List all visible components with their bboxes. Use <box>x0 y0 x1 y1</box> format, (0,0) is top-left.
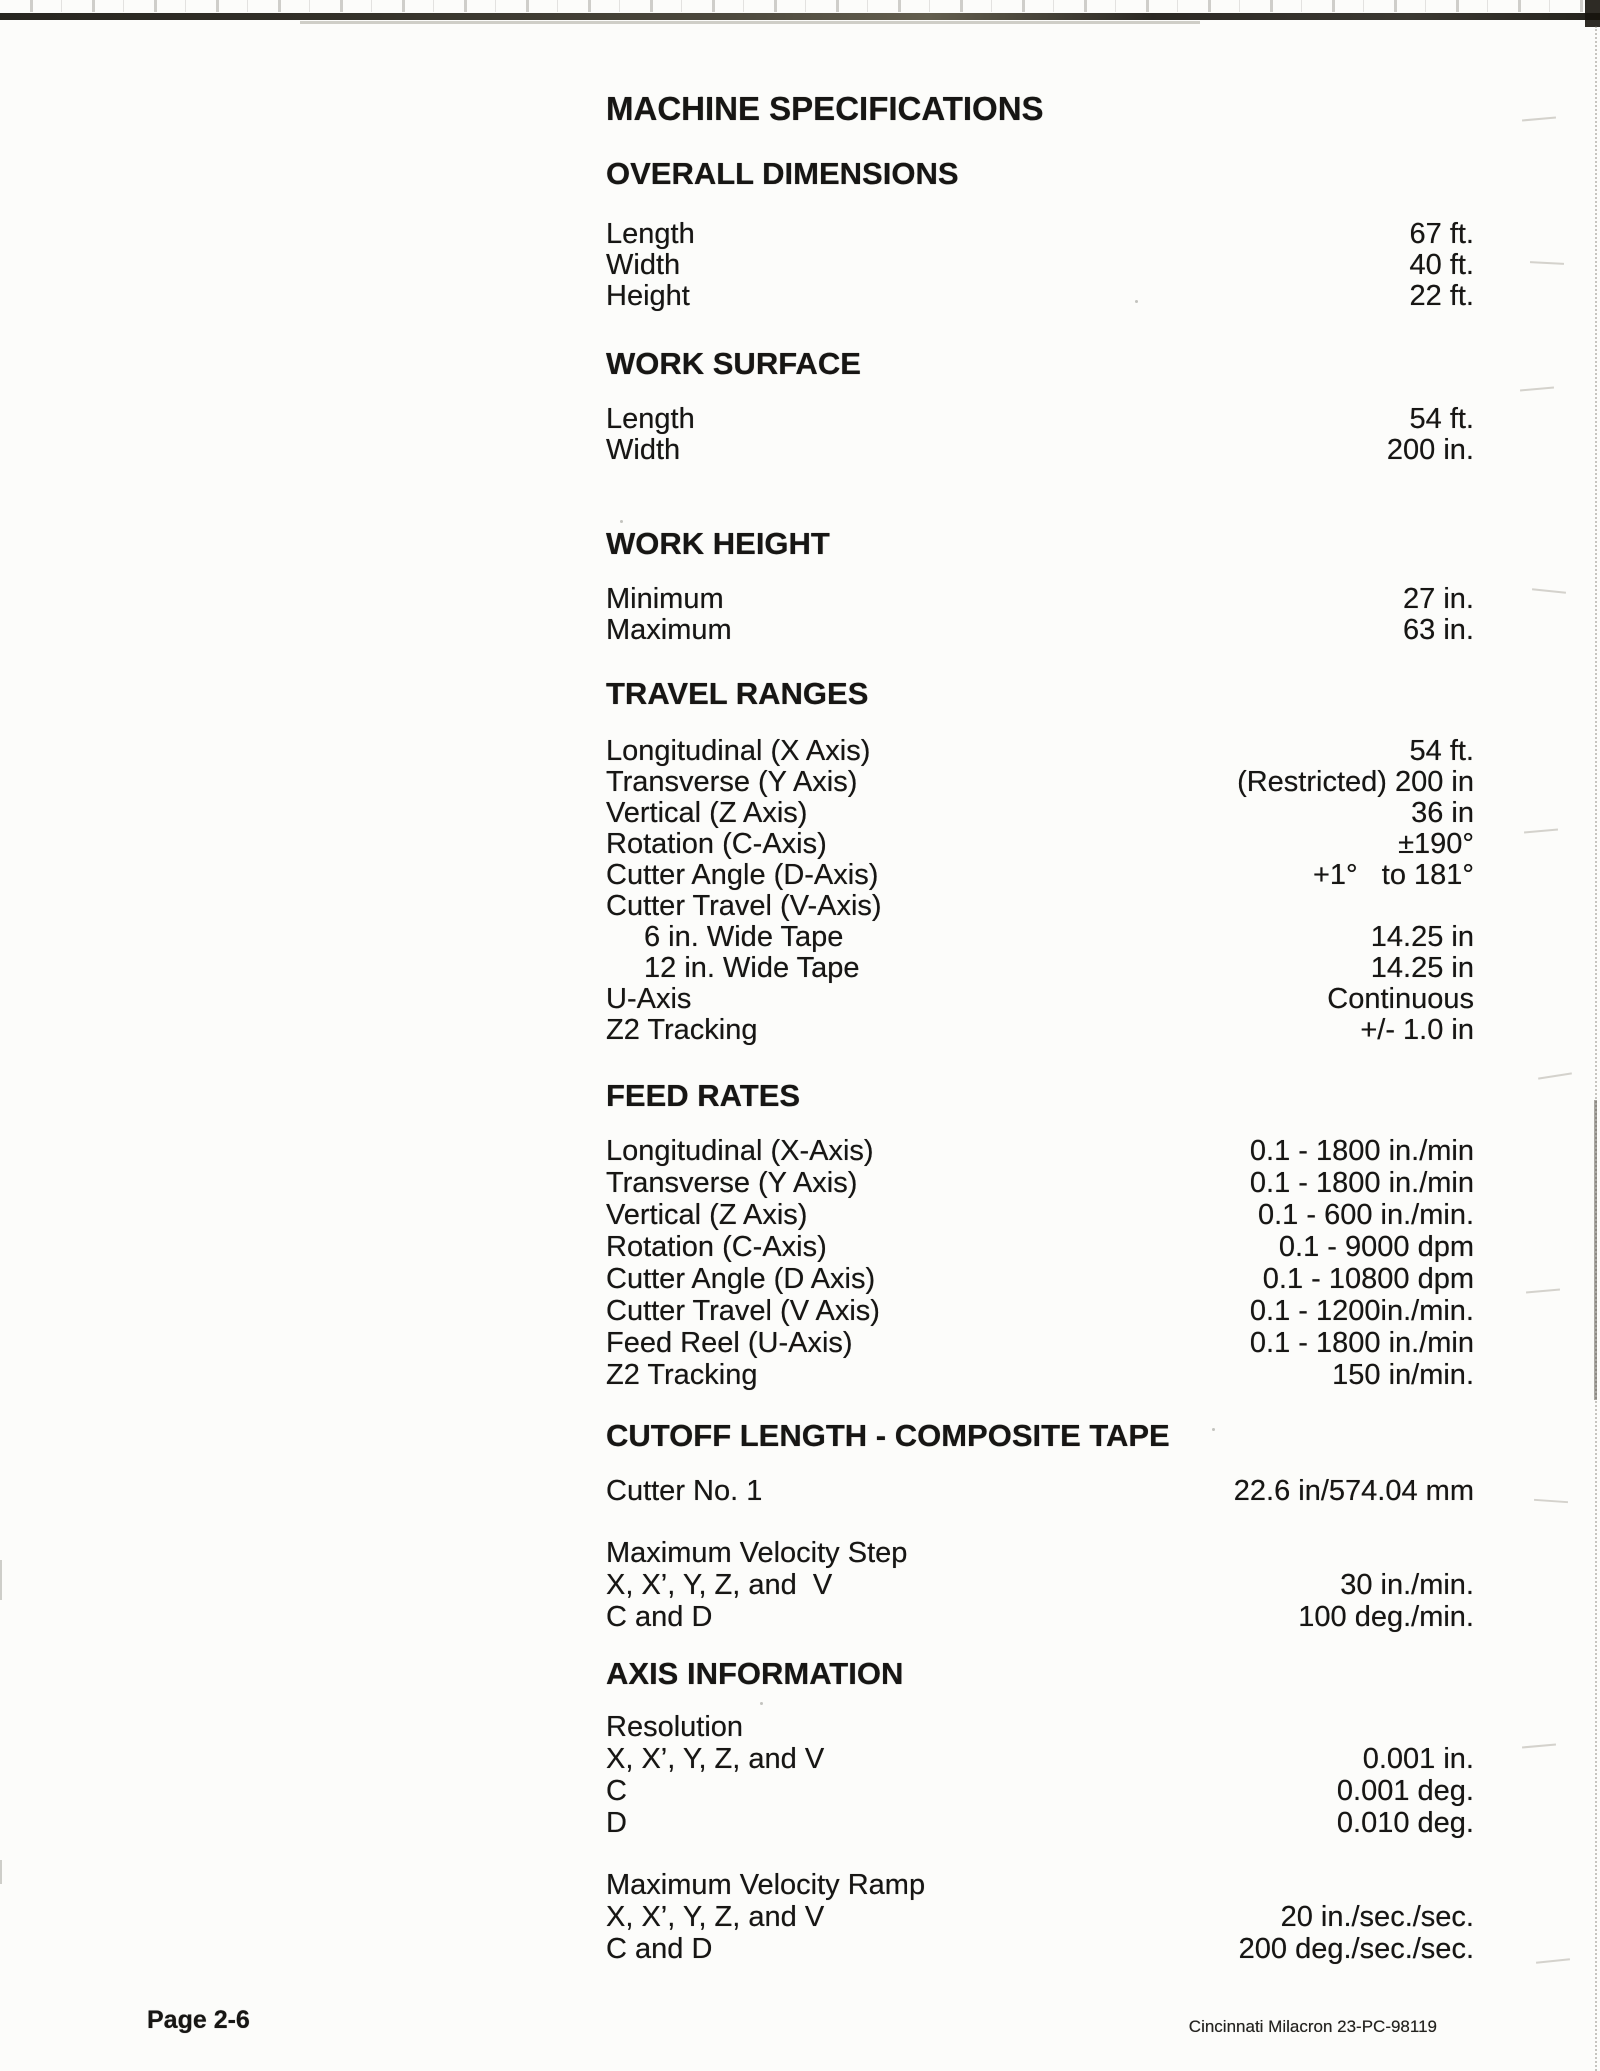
spec-value: (Restricted) 200 in <box>1237 766 1474 798</box>
spec-label: Maximum Velocity Ramp <box>606 1869 926 1901</box>
section-rows-axis-information <box>606 1712 1474 1966</box>
footer-doc-number: Cincinnati Milacron 23-PC-98119 <box>1188 2017 1437 2036</box>
section-rows-travel-ranges <box>606 736 1474 1046</box>
spec-row <box>606 922 1474 953</box>
scan-speck <box>1520 387 1554 392</box>
spec-label: C and D <box>606 1933 713 1965</box>
spec-row <box>606 953 1474 984</box>
spec-row <box>606 1934 1474 1966</box>
spec-value: 200 in. <box>1386 434 1474 466</box>
spec-row <box>606 1264 1474 1296</box>
spec-label: Rotation (C-Axis) <box>606 828 827 860</box>
dust-dot <box>760 1702 763 1705</box>
section-heading-work-height: WORK HEIGHT <box>606 526 830 561</box>
spec-value: 0.001 in. <box>1362 1743 1474 1775</box>
spec-label: U-Axis <box>606 983 692 1015</box>
spec-value: 63 in. <box>1403 614 1474 646</box>
scan-edge-right-dark <box>1594 1100 1597 1400</box>
section-rows-feed-rates <box>606 1136 1474 1392</box>
spec-label: Width <box>606 434 681 466</box>
spec-value: 0.001 deg. <box>1336 1775 1474 1807</box>
dust-dot <box>620 520 623 523</box>
section-heading-feed-rates: FEED RATES <box>606 1078 801 1113</box>
spec-row <box>606 615 1474 646</box>
spec-value: 0.1 - 10800 dpm <box>1262 1263 1474 1295</box>
spec-label: Cutter Travel (V-Axis) <box>606 890 882 922</box>
spec-row <box>606 1712 1474 1744</box>
spec-label: Length <box>606 218 695 250</box>
scan-edge-right <box>1595 26 1599 2071</box>
spec-value: 30 in./min. <box>1340 1569 1474 1601</box>
spec-row <box>606 798 1474 829</box>
spec-label: Height <box>606 280 690 312</box>
section-rows-work-height <box>606 584 1474 646</box>
spec-label: Maximum Velocity Step <box>606 1537 908 1569</box>
spec-row <box>606 860 1474 891</box>
spec-label: X, X’, Y, Z, and V <box>606 1901 825 1933</box>
spec-label: Cutter Angle (D Axis) <box>606 1263 876 1295</box>
spec-value: +/- 1.0 in <box>1360 1014 1474 1046</box>
spec-row <box>606 435 1474 466</box>
spec-label: Rotation (C-Axis) <box>606 1231 827 1263</box>
spec-row <box>606 1776 1474 1808</box>
spec-label: Longitudinal (X-Axis) <box>606 1135 874 1167</box>
section-rows-work-surface <box>606 404 1474 466</box>
spec-value: 0.1 - 1200in./min. <box>1249 1295 1474 1327</box>
spec-row <box>606 1570 1474 1602</box>
spec-label: Vertical (Z Axis) <box>606 1199 808 1231</box>
spec-label: Vertical (Z Axis) <box>606 797 808 829</box>
section-heading-travel-ranges: TRAVEL RANGES <box>606 676 869 711</box>
spec-row <box>606 1360 1474 1392</box>
scan-speck <box>1524 829 1558 834</box>
spec-value: +1° to 181° <box>1312 859 1474 891</box>
spec-value: Continuous <box>1327 983 1474 1015</box>
spec-row <box>606 404 1474 435</box>
spec-value: 0.1 - 9000 dpm <box>1278 1231 1474 1263</box>
spec-label: 6 in. Wide Tape <box>644 921 844 953</box>
spec-value: 22.6 in/574.04 mm <box>1233 1475 1474 1507</box>
spec-label: Longitudinal (X Axis) <box>606 735 871 767</box>
scan-speck <box>1522 117 1556 122</box>
spec-row <box>606 1744 1474 1776</box>
spec-value: 200 deg./sec./sec. <box>1238 1933 1474 1965</box>
spec-value: 100 deg./min. <box>1298 1601 1474 1633</box>
spec-row <box>606 1870 1474 1902</box>
spec-row <box>606 281 1474 312</box>
section-rows-cutoff-length <box>606 1476 1474 1634</box>
spec-row <box>606 1168 1474 1200</box>
scan-speck <box>1532 588 1566 594</box>
spec-row <box>606 1015 1474 1046</box>
spec-label: Resolution <box>606 1711 744 1743</box>
spec-row <box>606 1296 1474 1328</box>
scan-speck <box>1522 1744 1556 1749</box>
spec-label: Cutter Travel (V Axis) <box>606 1295 880 1327</box>
spec-row <box>606 1200 1474 1232</box>
section-heading-cutoff-length: CUTOFF LENGTH - COMPOSITE TAPE <box>606 1418 1170 1453</box>
scan-speck <box>1526 1289 1560 1294</box>
spec-value: 14.25 in <box>1370 921 1474 953</box>
scan-edge-ticks <box>0 0 1600 12</box>
spec-value: 27 in. <box>1403 583 1474 615</box>
footer-page-number: Page 2-6 <box>147 2006 250 2034</box>
spec-value: 0.1 - 1800 in./min <box>1249 1135 1474 1167</box>
scan-speck <box>1534 1499 1568 1503</box>
spec-label: Maximum <box>606 614 732 646</box>
spec-label: Feed Reel (U-Axis) <box>606 1327 853 1359</box>
spec-label: Length <box>606 403 695 435</box>
spec-value: 67 ft. <box>1409 218 1474 250</box>
spec-label: Cutter No. 1 <box>606 1475 763 1507</box>
page-title: MACHINE SPECIFICATIONS <box>606 90 1044 127</box>
scan-speck <box>1538 1072 1572 1079</box>
spec-label: Z2 Tracking <box>606 1359 758 1391</box>
spec-label: Transverse (Y Axis) <box>606 766 858 798</box>
spec-label: C and D <box>606 1601 713 1633</box>
spec-value: 14.25 in <box>1370 952 1474 984</box>
spec-value: 54 ft. <box>1409 735 1474 767</box>
spec-row <box>606 1538 1474 1570</box>
spec-label: X, X’, Y, Z, and V <box>606 1569 833 1601</box>
section-rows-overall-dimensions <box>606 219 1474 312</box>
spec-row <box>606 250 1474 281</box>
spec-row <box>606 767 1474 798</box>
spec-value: 0.010 deg. <box>1336 1807 1474 1839</box>
spec-value: 0.1 - 1800 in./min <box>1249 1327 1474 1359</box>
spec-label: X, X’, Y, Z, and V <box>606 1743 825 1775</box>
scan-speck <box>0 1860 2 1884</box>
spec-row <box>606 219 1474 250</box>
scan-corner-mark <box>1585 0 1600 27</box>
spec-value: 54 ft. <box>1409 403 1474 435</box>
spec-label: Minimum <box>606 583 724 615</box>
scan-edge-top-ghost <box>300 21 1200 24</box>
spec-value: 36 in <box>1411 797 1474 829</box>
spec-value: 150 in/min. <box>1332 1359 1474 1391</box>
spec-value: 20 in./sec./sec. <box>1280 1901 1474 1933</box>
spec-value: 22 ft. <box>1409 280 1474 312</box>
spec-value: ±190° <box>1398 828 1474 860</box>
spec-label: D <box>606 1807 627 1839</box>
spec-value: 40 ft. <box>1409 249 1474 281</box>
spec-label: C <box>606 1775 627 1807</box>
spec-value: 0.1 - 1800 in./min <box>1249 1167 1474 1199</box>
spec-value: 0.1 - 600 in./min. <box>1258 1199 1474 1231</box>
spec-row <box>606 984 1474 1015</box>
spec-row <box>606 1602 1474 1634</box>
spec-row <box>606 1476 1474 1508</box>
section-heading-axis-information: AXIS INFORMATION <box>606 1656 904 1691</box>
spec-row <box>606 1232 1474 1264</box>
spec-row <box>606 736 1474 767</box>
spec-row <box>606 1808 1474 1840</box>
spec-label: 12 in. Wide Tape <box>644 952 860 984</box>
spec-row <box>606 1136 1474 1168</box>
spec-label: Z2 Tracking <box>606 1014 758 1046</box>
spec-row <box>606 829 1474 860</box>
spec-label: Cutter Angle (D-Axis) <box>606 859 879 891</box>
scan-edge-top <box>0 13 1600 20</box>
spec-row <box>606 584 1474 615</box>
scan-speck <box>1536 1958 1570 1964</box>
spec-row <box>606 891 1474 922</box>
section-heading-work-surface: WORK SURFACE <box>606 346 861 381</box>
section-heading-overall-dimensions: OVERALL DIMENSIONS <box>606 156 959 191</box>
dust-dot <box>1212 1428 1215 1431</box>
scan-speck <box>1530 261 1564 265</box>
spec-label: Transverse (Y Axis) <box>606 1167 858 1199</box>
spec-row <box>606 1902 1474 1934</box>
spec-label: Width <box>606 249 681 281</box>
spec-row <box>606 1328 1474 1360</box>
scan-speck <box>0 1560 2 1600</box>
